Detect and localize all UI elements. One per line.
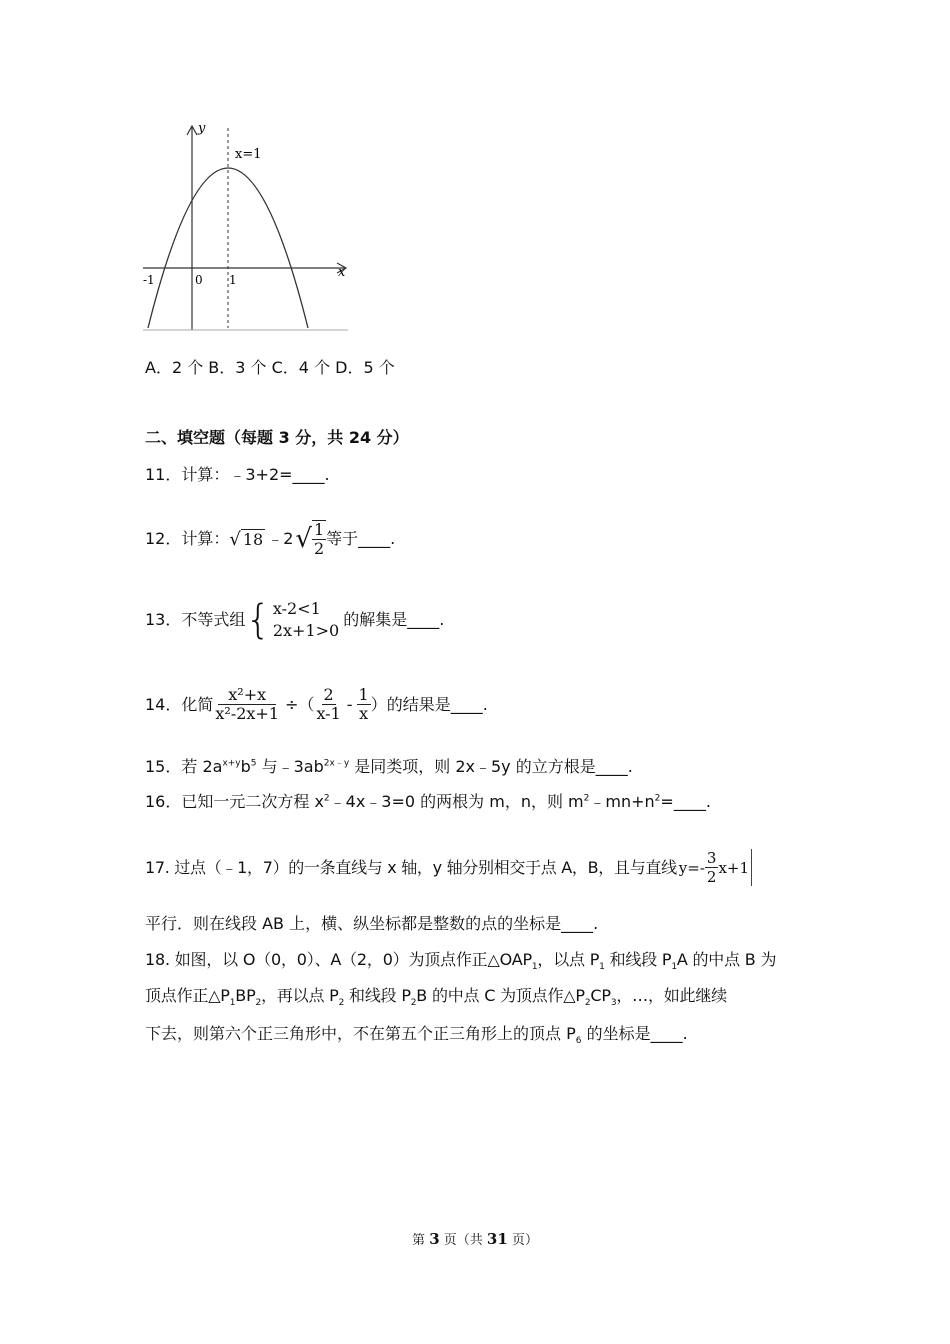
q18-l3-b: 的坐标是____.	[581, 1024, 688, 1043]
q18-l3-a: 下去，则第六个正三角形中，不在第五个正三角形上的顶点 P	[145, 1024, 576, 1043]
q16-text-4: =____.	[660, 792, 711, 811]
q14-frac1	[213, 686, 281, 723]
q18-l2-sub-3: 2	[338, 998, 345, 1009]
question-12	[145, 520, 395, 558]
q15-text-4: 是同类项，则 2x﹣5y 的立方根是____.	[349, 757, 633, 776]
q15-sup-2: 5	[250, 758, 257, 769]
q13-suffix: 的解集是____.	[343, 610, 445, 629]
q16-text-1: 16．已知一元二次方程 x	[145, 792, 324, 811]
y-label: y	[198, 121, 206, 136]
parabola-figure	[138, 118, 353, 333]
q12-suffix: 等于____.	[326, 529, 396, 548]
q18-l2-e: B 的中点 C 为顶点作△P	[416, 986, 585, 1005]
q16-sup-2: 2	[583, 793, 590, 804]
q17-den: 2	[706, 868, 717, 886]
q18-l2-sub-6: 3	[610, 998, 617, 1009]
footer-total-pages: 31	[486, 1230, 508, 1248]
footer-text-3: 页）	[511, 1233, 538, 1248]
q12-prefix: 12．计算：	[145, 529, 230, 548]
question-14	[145, 686, 488, 723]
q18-l2-sub-1: 1	[229, 998, 236, 1009]
q17-equation	[679, 849, 752, 886]
q15-text-1: 15．若 2a	[145, 757, 223, 776]
question-18-line-3	[145, 1024, 688, 1047]
q14-num1: x²+x	[218, 686, 276, 705]
q12-radicand: 18	[242, 529, 264, 549]
question-18-line-1	[145, 950, 777, 973]
q18-l2-sub-5: 2	[584, 998, 591, 1009]
q14-den1: x²-2x+1	[215, 704, 280, 723]
q13-eq1: x-2<1	[272, 599, 321, 618]
question-16	[145, 792, 711, 812]
q17-eq-suffix: x+1	[718, 858, 750, 877]
q18-l2-f: CP	[590, 986, 611, 1005]
q14-den2: x-1	[316, 704, 341, 723]
question-15	[145, 757, 633, 777]
q14-prefix: 14．化简	[145, 694, 214, 714]
q16-text-3: ﹣mn+n	[589, 792, 655, 811]
q13-system	[273, 598, 339, 642]
tick-minus1: -1	[143, 273, 155, 287]
q18-l1-c: 和线段 P	[604, 950, 672, 969]
q12-minus-two: ﹣2	[267, 529, 294, 548]
q18-l2-b: BP	[235, 986, 256, 1005]
q15-text-3: 与﹣3ab	[256, 757, 324, 776]
q18-l1-b: ，以点 P	[537, 950, 600, 969]
q15-text-2: b	[240, 757, 251, 776]
q10-options: A．2 个 B．3 个 C．4 个 D．5 个	[145, 358, 395, 377]
q15-sup-1: x+y	[222, 758, 241, 769]
footer-page-number: 3	[429, 1230, 440, 1248]
q17-line1: 17. 过点（﹣1，7）的一条直线与 x 轴，y 轴分别相交于点 A，B，且与直线	[145, 857, 677, 877]
q18-l1-sub-2: 1	[599, 962, 605, 973]
q18-l2-sub-2: 2	[255, 998, 262, 1009]
q18-l2-g: ，…，如此继续	[616, 986, 727, 1005]
q14-frac3	[357, 686, 371, 723]
q12-sqrt18: √ 18	[229, 528, 264, 550]
question-17-line-2: 平行．则在线段 AB 上，横、纵坐标都是整数的点的坐标是____.	[145, 914, 599, 933]
q14-num3: 1	[358, 685, 369, 704]
section-heading: 二、填空题（每题 3 分，共 24 分）	[145, 428, 409, 447]
parabola-graph	[138, 118, 353, 333]
q15-sup-3: 2x﹣y	[323, 758, 350, 769]
q14-frac2	[314, 686, 342, 723]
page-footer	[0, 1229, 950, 1248]
q18-l1-sub-3: 1	[671, 962, 677, 973]
q17-eq-prefix: y=-	[678, 858, 705, 877]
axis-line-label: x=1	[235, 147, 262, 162]
tick-1: 1	[229, 273, 237, 287]
q12-num: 1	[313, 520, 325, 539]
question-13	[145, 598, 444, 642]
q14-den3: x	[359, 704, 369, 723]
tick-0: 0	[195, 273, 203, 287]
q18-l2-c: ，再以点 P	[261, 986, 339, 1005]
q14-minus: -	[346, 694, 353, 714]
q18-l2-a: 顶点作正△P	[145, 986, 230, 1005]
q16-text-2: ﹣4x﹣3=0 的两根为 m，n，则 m	[329, 792, 584, 811]
q17-num: 3	[706, 849, 717, 867]
footer-text-1: 第	[412, 1233, 426, 1248]
q18-l2-d: 和线段 P	[344, 986, 411, 1005]
q14-div: ÷（	[285, 694, 315, 714]
q12-sqrt-half: √ $\frac{1}{2}$	[295, 520, 325, 558]
q13-brace: {	[245, 597, 271, 643]
q13-eq2: 2x+1>0	[272, 621, 340, 640]
question-18-line-2	[145, 986, 727, 1009]
question-11: 11．计算：﹣3+2=____.	[145, 465, 330, 484]
q14-suffix: ）的结果是____.	[370, 694, 488, 714]
q18-l1-sub-1: 1	[531, 962, 538, 973]
q12-den: 2	[313, 539, 325, 558]
q14-num2: 2	[323, 685, 334, 704]
q18-l3-sub-1: 6	[575, 1036, 582, 1047]
q18-l1-a: 18. 如图，以 O（0，0）、A（2，0）为顶点作正△OAP	[145, 950, 532, 969]
x-label: x	[338, 265, 346, 280]
q13-prefix: 13．不等式组	[145, 610, 246, 629]
q16-sup-1: 2	[323, 793, 330, 804]
q16-sup-3: 2	[654, 793, 661, 804]
question-17-line-1	[145, 849, 752, 886]
footer-text-2: 页（共	[443, 1233, 483, 1248]
q18-l2-sub-4: 2	[410, 998, 417, 1009]
q18-l1-d: A 的中点 B 为	[676, 950, 777, 969]
